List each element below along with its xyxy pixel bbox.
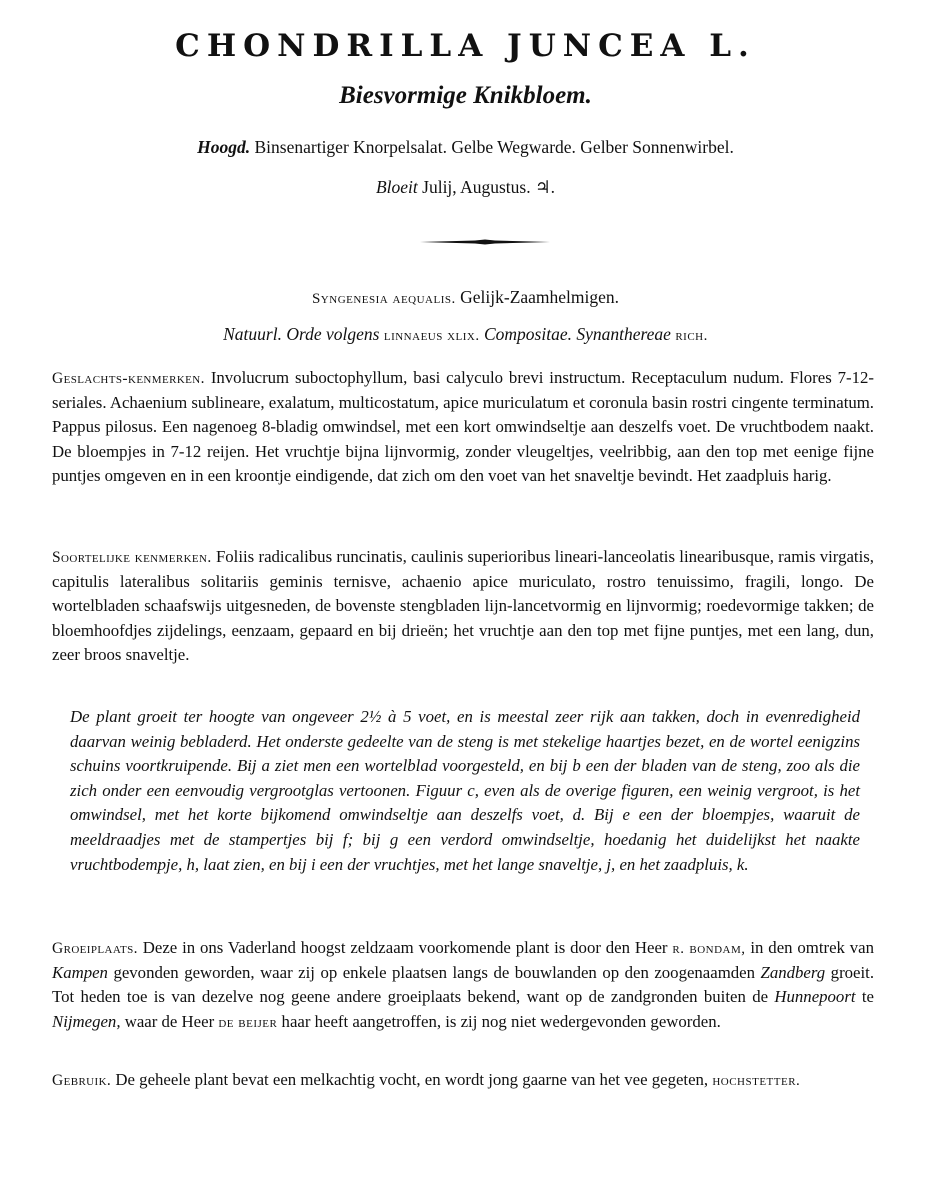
habitat-place-hunnepoort: Hunnepoort [774, 987, 856, 1007]
habitat-text-3: gevonden geworden, waar zij op enkele plaatsen langs de bouwlanden op den zoogenaamden [113, 963, 755, 983]
habitat-place-kampen: Kampen [52, 963, 108, 983]
decorative-rule [420, 239, 550, 243]
flowering-line [0, 177, 931, 198]
habitat-heading: Groeiplaats. [52, 940, 138, 957]
usage-paragraph [52, 1068, 874, 1093]
usage-author: hochstetter. [712, 1073, 801, 1089]
species-characters-text: Foliis radicalibus runcinatis, caulinis superioribus lineari-lanceolatis linearibusque, ramis virgatis, capitulis lateralibus solitariis geminis ternisve, achaenio apice muriculato, rostro tenuissimo, fragili, longo. De wortelbladen schaafswijs uitgesneden, de bovenste stengbladen lijn-lancetvormig en lijnvormig; roedevormige takken; de bloemhoofdjes zijdelings, eenzaam, gepaard en bij drieën; het vruchtje aan den top met fijne puntjes, met een lang, dun, zeer broos snaveltje. [52, 547, 874, 664]
habitat-person-debeijer: de beijer [218, 1014, 278, 1031]
habitat-place-nijmegen: Nijmegen, [52, 1011, 121, 1031]
habitat-text-5: te [861, 987, 874, 1007]
description-paragraph: De plant groeit ter hoogte van ongeveer 2½ à 5 voet, en is meestal zeer rijk aan takken, doch in evenredigheid daarvan weinig bebladerd. Het onderste gedeelte van de steng is met stekelige haartjes bezet, en de wortel eenigzins schuins voortkruipende. Bij a ziet men een wortelblad voorgesteld, en bij b een der bladen van de steng, zoo als die zich onder een eenvoudig vergrootglas vertoonen. Figuur c, even als de overige figuren, een weinig vergroot, is het omwindsel, met het korte bijkomend omwindseltje aan deszelfs voet, d. Bij e een der bloempjes, waaruit de meeldraadjes met de stampertjes bij f; bij g een verdord omwindseltje, hoedanig het duidelijkst het naakte vruchtbodempje, h, laat zien, en bij i een der vruchtjes, met het lange snaveltje, j, en het zaadpluis, k. [70, 707, 860, 874]
class-name: Syngenesia aequalis. [311, 291, 456, 307]
genus-characters-paragraph [52, 366, 874, 488]
flowering-text: Julij, Augustus. ♃. [422, 177, 556, 197]
species-characters-paragraph [52, 545, 874, 667]
habitat-person-bondam: r. bondam, [672, 941, 746, 957]
genus-characters-heading: Geslachts-kenmerken. [52, 370, 205, 387]
natural-order-line [0, 324, 931, 345]
species-characters-heading: Soortelijke kenmerken. [52, 549, 212, 566]
order-rich: rich. [675, 328, 708, 344]
common-names-line [0, 137, 931, 158]
order-linnaeus: linnaeus xlix. [383, 328, 480, 344]
page-title: CHONDRILLA JUNCEA L. [175, 28, 756, 64]
habitat-text-1: Deze in ons Vaderland hoogst zeldzaam voorkomende plant is door den Heer [142, 938, 668, 957]
flowering-lead: Bloeit [375, 177, 418, 197]
class-dutch: Gelijk-Zaamhelmigen. [460, 287, 620, 307]
habitat-text-4: groeit. Tot heden toe is van dezelve nog geene andere groeiplaats bekend, want op de zandgronden buiten de [52, 963, 875, 1007]
habitat-text-7: haar heeft aangetroffen, is zij nog niet wedergevonden geworden. [281, 1011, 721, 1031]
order-family: Compositae. Synanthereae [484, 324, 671, 344]
usage-text: De geheele plant bevat een melkachtig vocht, en wordt jong gaarne van het vee gegeten, [115, 1070, 709, 1089]
genus-characters-text: Involucrum suboctophyllum, basi calyculo brevi instructum. Receptaculum nudum. Flores 7-12-seriales. Achaenium sublineare, exalatum, multicostatum, apice muriculatum et coronula basin rostri cingente terminatum. Pappus pilosus. Een nagenoeg 8-bladig omwindsel, met een kort omwindseltje aan deszelfs voet. De vruchtbodem naakt. De bloempjes in 7-12 reijen. Het vruchtje bijna lijnvormig, zonder vleugeltjes, veelribbig, aan den top met eenige fijne puntjes omgeven en in een kroontje eindigende, dat zich om den voet van het snaveltje bevindt. Het zaadpluis harig. [52, 368, 874, 485]
habitat-text-6: waar de Heer [124, 1011, 215, 1031]
usage-heading: Gebruik. [52, 1072, 112, 1089]
habitat-paragraph [52, 936, 874, 1035]
page-subtitle: Biesvormige Knikbloem. [339, 82, 592, 109]
classification-line [0, 287, 931, 308]
habitat-place-zandberg: Zandberg [760, 963, 826, 983]
common-names-text: Binsenartiger Knorpelsalat. Gelbe Wegwarde. Gelber Sonnenwirbel. [254, 137, 734, 157]
common-names-lead: Hoogd. [197, 137, 251, 157]
order-lead: Natuurl. Orde volgens [223, 324, 380, 344]
habitat-text-2: in den omtrek van [750, 938, 875, 957]
